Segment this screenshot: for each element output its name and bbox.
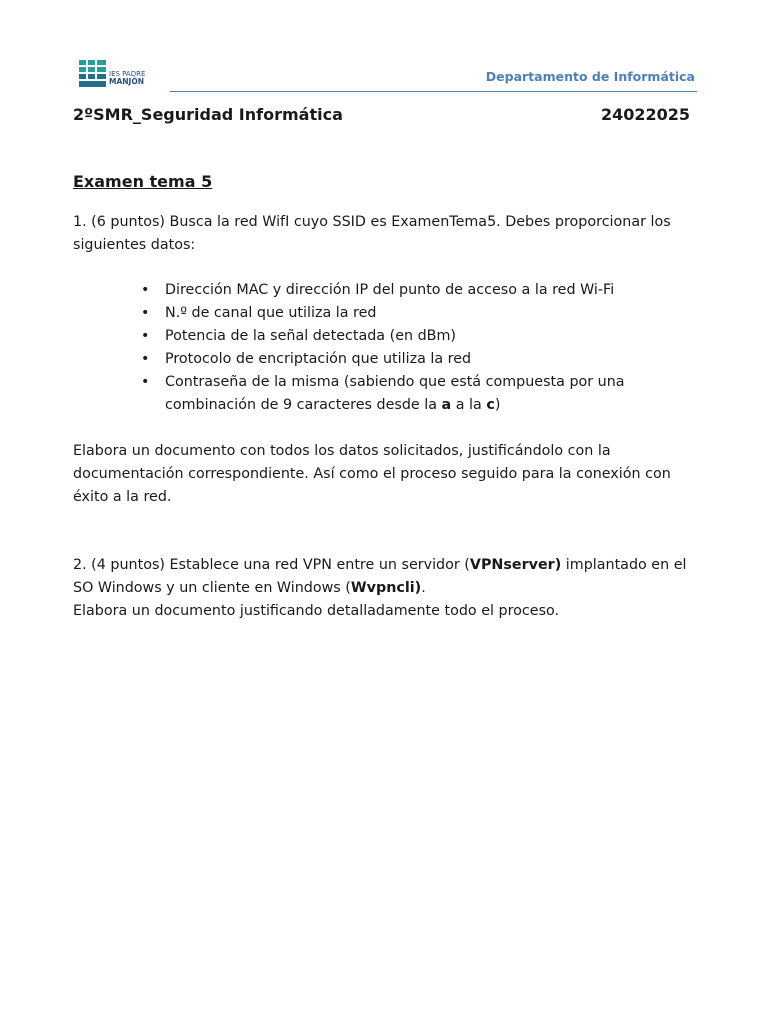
question-2: 2. (4 puntos) Establece una red VPN entre un servidor (VPNserver) implantado en el SO Windows y un cliente en Windows (Wvpncli).: [73, 557, 687, 596]
list-item: • Contraseña de la misma (sabiendo que está compuesta por una combinación de 9 caracteres desde la a a la c): [141, 374, 625, 413]
list-item-text: N.º de canal que utiliza la red: [165, 305, 377, 321]
exam-title: Examen tema 5: [73, 172, 213, 191]
school-logo: [79, 60, 169, 90]
header-divider: [170, 91, 697, 92]
list-item: • N.º de canal que utiliza la red: [141, 305, 377, 321]
list-item-text: Potencia de la señal detectada (en dBm): [165, 328, 456, 344]
logo-line2: MANJÓN: [109, 77, 144, 86]
logo-text: [109, 70, 145, 86]
list-item-text: Protocolo de encriptación que utiliza la red: [165, 351, 472, 367]
list-item-text: Dirección MAC y dirección IP del punto de acceso a la red Wi-Fi: [165, 282, 615, 298]
list-item: • Protocolo de encriptación que utiliza la red: [141, 351, 472, 367]
course-title: 2ºSMR_Seguridad Informática: [73, 105, 343, 124]
list-item: • Potencia de la señal detectada (en dBm): [141, 328, 456, 344]
client-name: Wvpncli): [350, 580, 422, 596]
list-item: • Dirección MAC y dirección IP del punto de acceso a la red Wi-Fi: [141, 282, 615, 298]
server-name: VPNserver): [469, 557, 562, 573]
question-2-task: Elabora un documento justificando detalladamente todo el proceso.: [73, 603, 560, 619]
list-item-text: Contraseña de la misma (sabiendo que está compuesta por una combinación de 9 caracteres desde la a a la c): [165, 374, 625, 413]
question-1-intro: 1. (6 puntos) Busca la red WifI cuyo SSID es ExamenTema5. Debes proporcionar los siguientes datos:: [73, 214, 671, 253]
department-label: Departamento de Informática: [485, 69, 695, 84]
exam-date: 24022025: [600, 105, 690, 124]
logo-line1: IES PADRE: [109, 70, 146, 78]
question-1-list: [73, 279, 693, 417]
question-1-task: Elabora un documento con todos los datos solicitados, justificándolo con la documentación correspondiente. Así como el proceso seguido para la conexión con éxito a la red.: [73, 443, 671, 505]
